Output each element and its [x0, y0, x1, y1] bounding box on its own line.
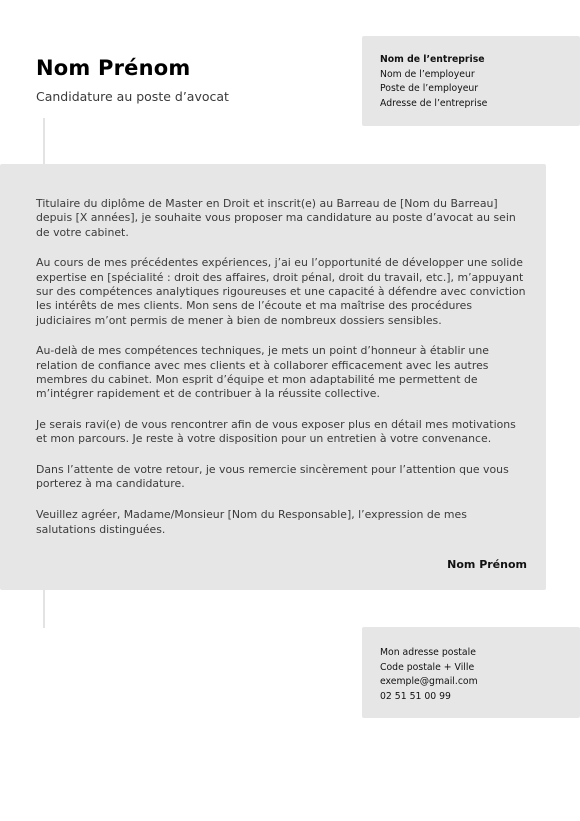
letter-text	[36, 197, 528, 553]
recipient-company: Nom de l’entreprise	[380, 54, 485, 65]
sender-postal-city: Code postale + Ville	[380, 661, 475, 673]
letter-paragraph: Au cours de mes précédentes expériences, j’ai eu l’opportunité de développer une solide expertise en [spécialité : droit des affaires, droit pénal, droit du travail, etc.], m’appuyant sur des compétences analytiques rigoureuses et une capacité à défendre avec conviction les intérêts de mes clients. Mon sens de l’écoute et ma maîtrise des procédures judiciaires m’ont permis de mener à bien de nombreux dossiers sensibles.	[36, 256, 526, 327]
recipient-address: Adresse de l’entreprise	[380, 97, 488, 109]
sender-contact-block	[362, 627, 580, 718]
letter-paragraph: Je serais ravi(e) de vous rencontrer afin de vous exposer plus en détail mes motivations et mon parcours. Je reste à votre disposition pour un entretien à votre convenance.	[36, 418, 516, 446]
recipient-position: Poste de l’employeur	[380, 83, 479, 94]
application-subtitle: Candidature au poste d’avocat	[36, 89, 229, 104]
candidate-name: Nom Prénom	[36, 56, 191, 80]
sender-address: Mon adresse postale	[380, 647, 476, 658]
sender-phone: 02 51 51 00 99	[380, 690, 451, 702]
decorative-divider-bottom	[43, 590, 45, 628]
recipient-block	[362, 36, 580, 126]
sender-email: exemple@gmail.com	[380, 676, 478, 687]
letter-paragraph: Veuillez agréer, Madame/Monsieur [Nom du Responsable], l’expression de mes salutations distinguées.	[36, 508, 467, 536]
letter-paragraph: Au-delà de mes compétences techniques, je mets un point d’honneur à établir une relation de confiance avec mes clients et à collaborer efficacement avec les autres membres du cabinet. Mon esprit d’équipe et mon adaptabilité me permettent de m’intégrer rapidement et de contribuer à la réussite collective.	[36, 344, 489, 401]
signature: Nom Prénom	[447, 558, 527, 571]
letter-body	[0, 164, 546, 590]
decorative-divider-top	[43, 118, 45, 164]
recipient-employer: Nom de l’employeur	[380, 68, 475, 80]
letter-paragraph: Titulaire du diplôme de Master en Droit et inscrit(e) au Barreau de [Nom du Barreau] depuis [X années], je souhaite vous proposer ma candidature au poste d’avocat au sein de votre cabinet.	[36, 197, 516, 239]
letter-paragraph: Dans l’attente de votre retour, je vous remercie sincèrement pour l’attention que vous porterez à ma candidature.	[36, 463, 509, 491]
